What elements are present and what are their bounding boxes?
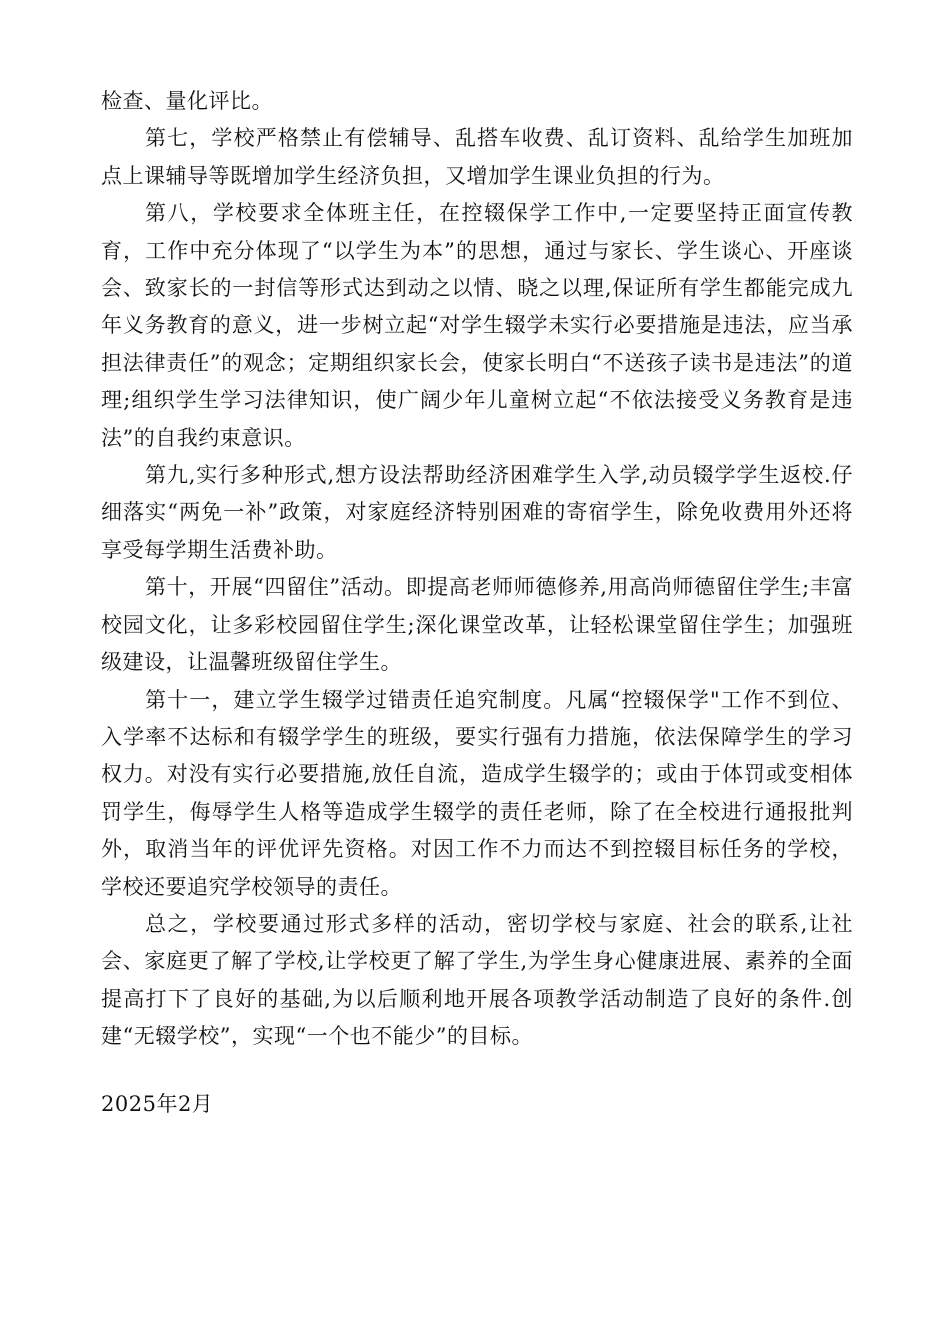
paragraph-summary: 总之，学校要通过形式多样的活动，密切学校与家庭、社会的联系,让社会、家庭更了解了学校,让学校更了解了学生,为学生身心健康进展、素养的全面提高打下了良好的基础,为以后顺利地开展各项教学活动制造了良好的条件.创建“无辍学校”，实现“一个也不能少”的目标。 [101,911,853,1049]
paragraph-continuation: 检查、量化评比。 [101,89,273,113]
paragraph-eleventh: 第十一，建立学生辍学过错责任追究制度。凡属“控辍保学"工作不到位、入学率不达标和有辍学学生的班级，要实行强有力措施，依法保障学生的学习权力。对没有实行必要措施,放任自流，造成学生辍学的；或由于体罚或变相体罚学生，侮辱学生人格等造成学生辍学的责任老师，除了在全校进行通报批判外，取消当年的评优评先资格。对因工作不力而达不到控辍目标任务的学校，学校还要追究学校领导的责任。 [101,687,853,899]
paragraph-ninth: 第九,实行多种形式,想方设法帮助经济困难学生入学,动员辍学学生返校.仔细落实“两免一补”政策，对家庭经济特别困难的寄宿学生，除免收费用外还将享受每学期生活费补助。 [101,463,853,562]
paragraph-seventh: 第七，学校严格禁止有偿辅导、乱搭车收费、乱订资料、乱给学生加班加点上课辅导等既增加学生经济负担，又增加学生课业负担的行为。 [101,126,853,188]
paragraph-eighth: 第八，学校要求全体班主任，在控辍保学工作中,一定要坚持正面宣传教育，工作中充分体现了“以学生为本”的思想，通过与家长、学生谈心、开座谈会、致家长的一封信等形式达到动之以情、晓之以理,保证所有学生都能完成九年义务教育的意义，进一步树立起“对学生辍学未实行必要措施是违法，应当承担法律责任”的观念；定期组织家长会，使家长明白“不送孩子读书是违法”的道理;组织学生学习法律知识，使广阔少年儿童树立起“不依法接受义务教育是违法”的自我约束意识。 [101,201,853,450]
document-body [101,83,853,1056]
document-date: 2025年2月 [101,1092,214,1116]
paragraph-tenth: 第十，开展“四留住”活动。即提高老师师德修养,用高尚师德留住学生;丰富校园文化，让多彩校园留住学生;深化课堂改革，让轻松课堂留住学生；加强班级建设，让温馨班级留住学生。 [101,575,853,675]
